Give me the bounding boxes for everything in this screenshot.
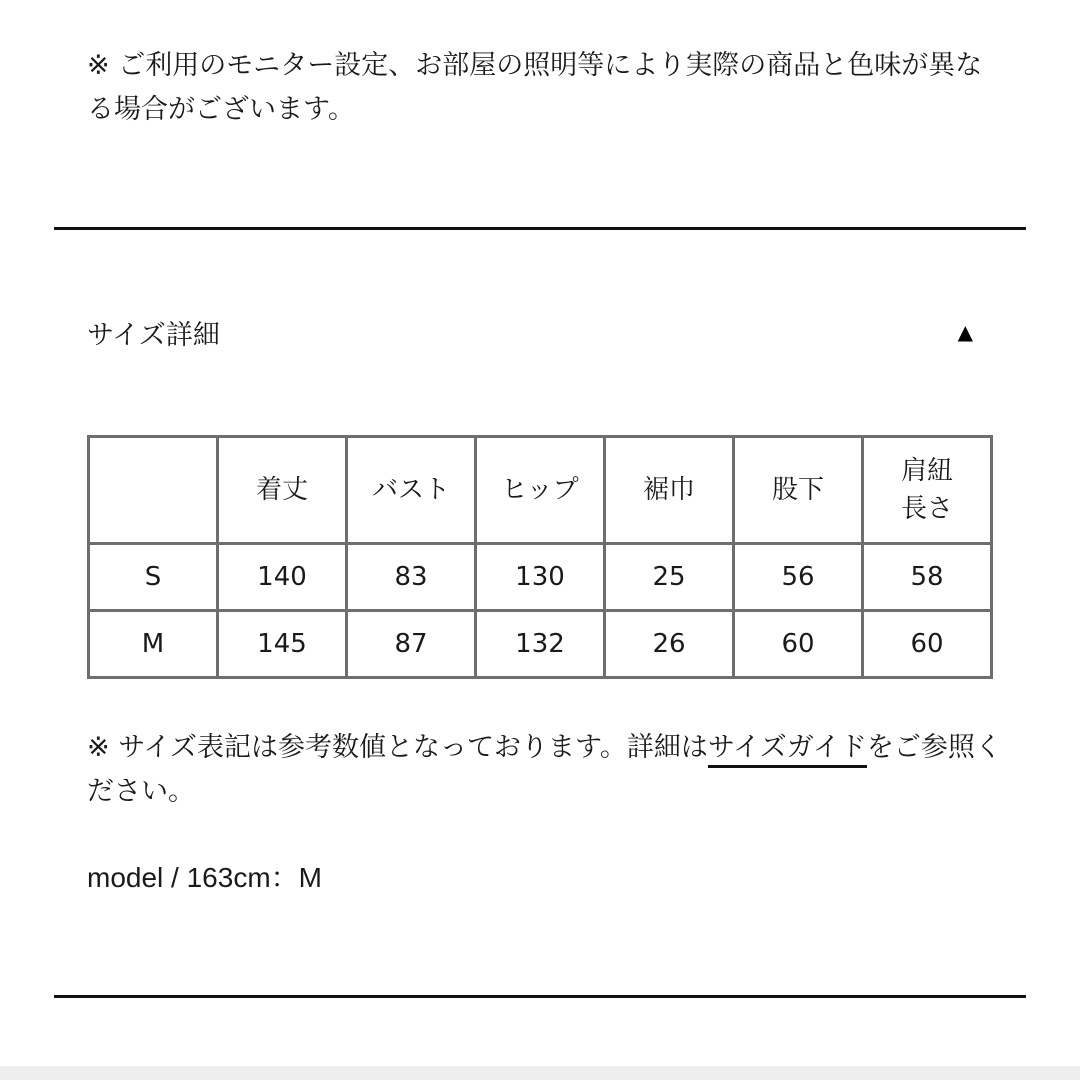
- size-note-prefix: ※ サイズ表記は参考数値となっております。詳細は: [87, 732, 708, 763]
- size-table-header-strap-length: [863, 437, 992, 544]
- table-cell: 60: [734, 611, 863, 678]
- table-row: [89, 544, 992, 611]
- size-table-header-hip: ヒップ: [476, 437, 605, 544]
- table-cell: 145: [218, 611, 347, 678]
- size-note: [87, 726, 1007, 814]
- section-divider-bottom: [54, 995, 1026, 998]
- size-table-header-hem-width: 裾巾: [605, 437, 734, 544]
- size-label: M: [89, 611, 218, 678]
- table-cell: 132: [476, 611, 605, 678]
- table-cell: 26: [605, 611, 734, 678]
- size-table-header-corner: [89, 437, 218, 544]
- table-row: [89, 611, 992, 678]
- collapse-triangle-up-icon[interactable]: ▲: [957, 320, 973, 344]
- table-cell: 140: [218, 544, 347, 611]
- section-divider-top: [54, 227, 1026, 230]
- size-details-accordion-header[interactable]: [87, 306, 977, 358]
- size-table: [87, 435, 993, 679]
- size-note-suffix: をご参照ください。: [87, 732, 1002, 807]
- size-details-title: サイズ詳細: [87, 319, 220, 351]
- size-table-header-length: 着丈: [218, 437, 347, 544]
- size-table-header-bust: バスト: [347, 437, 476, 544]
- table-cell: 56: [734, 544, 863, 611]
- model-info: model / 163cm：M: [87, 862, 322, 893]
- size-table-header-inseam: 股下: [734, 437, 863, 544]
- size-label: S: [89, 544, 218, 611]
- table-cell: 87: [347, 611, 476, 678]
- table-cell: 83: [347, 544, 476, 611]
- bottom-bar: [0, 1066, 1080, 1080]
- table-cell: 25: [605, 544, 734, 611]
- table-cell: 130: [476, 544, 605, 611]
- size-table-header-row: [89, 437, 992, 544]
- size-guide-link[interactable]: サイズガイド: [708, 732, 867, 768]
- color-disclaimer-text: ※ ご利用のモニター設定、お部屋の照明等により実際の商品と色味が異なる場合がございます。: [87, 50, 983, 125]
- table-cell: 60: [863, 611, 992, 678]
- table-cell: 58: [863, 544, 992, 611]
- strap-length-line-2: 長さ: [900, 494, 953, 524]
- strap-length-line-1: 肩紐: [900, 456, 953, 486]
